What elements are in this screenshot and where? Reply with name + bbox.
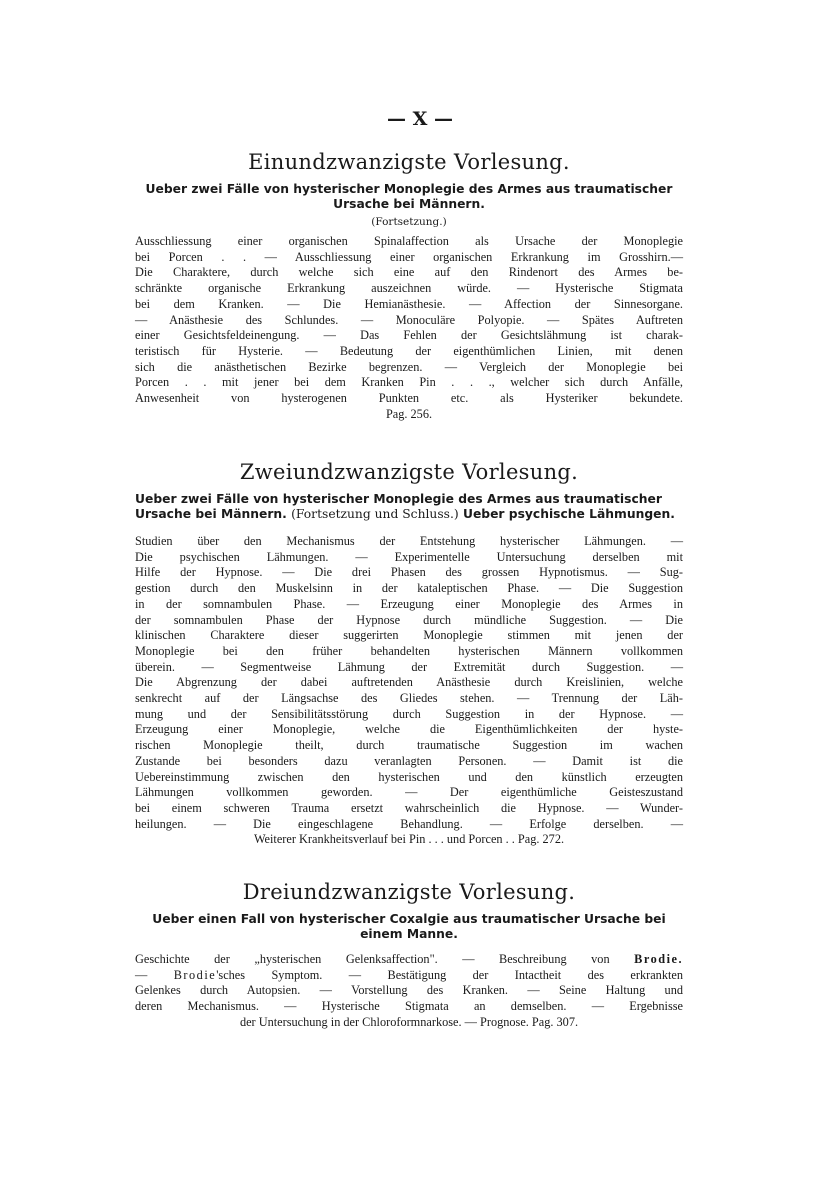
- summary-line: klinischen Charaktere dieser suggerirten Monoplegie stimmen mit jenen der: [135, 628, 683, 643]
- lecture-22: [135, 460, 683, 848]
- page-reference: der Untersuchung in der Chloroformnarkose. — Prognose. Pag. 307.: [239, 1014, 579, 1029]
- summary-line: senkrecht auf der Längsachse des Gliedes stehen. — Trennung der Läh-: [135, 691, 683, 706]
- lecture-subtitle: Ueber einen Fall von hysterischer Coxalgie aus traumatischer Ursache bei einem Manne.: [152, 912, 666, 941]
- summary-line: einer Gesichtsfeldeinengung. — Das Fehlen der Gesichtslähmung ist charak-: [135, 328, 683, 343]
- summary-line: sich die anästhetischen Bezirke begrenzen. — Vergleich der Monoplegie bei: [135, 359, 683, 374]
- lecture-title: Dreiundzwanzigste Vorlesung.: [242, 880, 576, 904]
- summary-line: Die psychischen Lähmungen. — Experimentelle Untersuchung derselben mit: [135, 549, 683, 564]
- summary-line: bei Porcen . . — Ausschliessung einer organischen Erkrankung im Grosshirn.—: [135, 249, 683, 264]
- summary-line: teristisch für Hysterie. — Bedeutung der eigenthümlichen Linien, mit denen: [135, 343, 683, 358]
- summary-line: — Anästhesie des Schlundes. — Monoculäre Polyopie. — Spätes Auftreten: [135, 312, 683, 327]
- page-reference: Weiterer Krankheitsverlauf bei Pin . . . und Porcen . . Pag. 272.: [253, 832, 565, 847]
- subtitle-bold: Ueber psychische Lähmungen.: [462, 507, 675, 521]
- summary-line: Ausschliessung einer organischen Spinalaffection als Ursache der Monoplegie: [135, 234, 683, 248]
- summary-line: bei dem Kranken. — Die Hemianästhesie. — Affection der Sinnesorgane.: [135, 296, 683, 311]
- page-reference: Pag. 256.: [385, 406, 433, 421]
- summary-line: Lähmungen vollkommen geworden. — Der eigenthümliche Geisteszustand: [135, 785, 683, 800]
- subtitle-bold: Ueber zwei Fälle von hysterischer Monoplegie des Armes aus traumatischer Ursache bei Männern.: [135, 492, 662, 521]
- lecture-summary: [135, 234, 683, 422]
- summary-line: Erzeugung einer Monoplegie, welche die Eigenthümlichkeiten der hyste-: [135, 722, 683, 737]
- summary-text: —: [135, 967, 174, 982]
- lecture-summary: [135, 534, 683, 848]
- summary-line: [135, 952, 683, 968]
- summary-line: überein. — Segmentweise Lähmung der Extremität durch Suggestion. —: [135, 659, 683, 674]
- summary-text: 'sches Symptom. — Bestätigung der Intactheit des erkrankten: [216, 967, 683, 982]
- summary-line: Anwesenheit von hysterogenen Punkten etc. als Hysteriker bekundete.: [135, 391, 683, 406]
- lecture-title: Einundzwanzigste Vorlesung.: [248, 150, 570, 174]
- summary-line: Gelenkes durch Autopsien. — Vorstellung des Kranken. — Seine Haltung und: [135, 983, 683, 998]
- author-name: Brodie: [173, 967, 217, 982]
- summary-line: [135, 968, 683, 984]
- lecture-23: [135, 880, 683, 1031]
- lecture-21: [135, 150, 683, 422]
- summary-text: Geschichte der „hysterischen Gelenksaffection". — Beschreibung von: [135, 952, 610, 966]
- summary-line: gestion durch den Muskelsinn in der kataleptischen Phase. — Die Suggestion: [135, 581, 683, 596]
- summary-line: schränkte organische Erkrankung auszeichnen würde. — Hysterische Stigmata: [135, 281, 683, 296]
- summary-line: Die Charaktere, durch welche sich eine auf den Rindenort des Armes be-: [135, 265, 683, 280]
- summary-line: Hilfe der Hypnose. — Die drei Phasen des grossen Hypnotismus. — Sug-: [135, 565, 683, 580]
- lecture-subtitle: Ueber zwei Fälle von hysterischer Monoplegie des Armes aus traumatischer Ursache bei Männern.: [145, 182, 673, 211]
- summary-line: bei einem schweren Trauma ersetzt wahrscheinlich die Hypnose. — Wunder-: [135, 800, 683, 815]
- continuation-note: (Fortsetzung.): [371, 216, 447, 228]
- lecture-summary: [135, 952, 683, 1031]
- summary-line: Monoplegie bei den früher behandelten hysterischen Männern vollkommen: [135, 643, 683, 658]
- summary-line: heilungen. — Die eingeschlagene Behandlung. — Erfolge derselben. —: [135, 816, 683, 831]
- author-name: Brodie.: [634, 952, 684, 966]
- lecture-subtitle: [135, 492, 683, 522]
- summary-line: mung und der Sensibilitätsstörung durch Suggestion in der Hypnose. —: [135, 706, 683, 721]
- summary-line: Porcen . . mit jener bei dem Kranken Pin . . ., welcher sich durch Anfälle,: [135, 375, 683, 390]
- summary-line: Uebereinstimmung zwischen den hysterischen und den künstlich erzeugten: [135, 769, 683, 784]
- summary-line: Die Abgrenzung der dabei auftretenden Anästhesie durch Kreislinien, welche: [135, 675, 683, 690]
- page-number: — X —: [387, 108, 453, 130]
- subtitle-plain: (Fortsetzung und Schluss.): [291, 507, 459, 521]
- summary-line: Studien über den Mechanismus der Entstehung hysterischer Lähmungen. —: [135, 534, 683, 548]
- lecture-title: Zweiundzwanzigste Vorlesung.: [239, 460, 579, 484]
- summary-line: deren Mechanismus. — Hysterische Stigmata an demselben. — Ergebnisse: [135, 999, 683, 1014]
- summary-line: in der somnambulen Phase. — Erzeugung einer Monoplegie des Armes in: [135, 596, 683, 611]
- summary-line: rischen Monoplegie theilt, durch traumatische Suggestion im wachen: [135, 738, 683, 753]
- summary-line: der somnambulen Phase der Hypnose durch mündliche Suggestion. — Die: [135, 612, 683, 627]
- summary-line: Zustande bei besonders dazu veranlagten Personen. — Damit ist die: [135, 753, 683, 768]
